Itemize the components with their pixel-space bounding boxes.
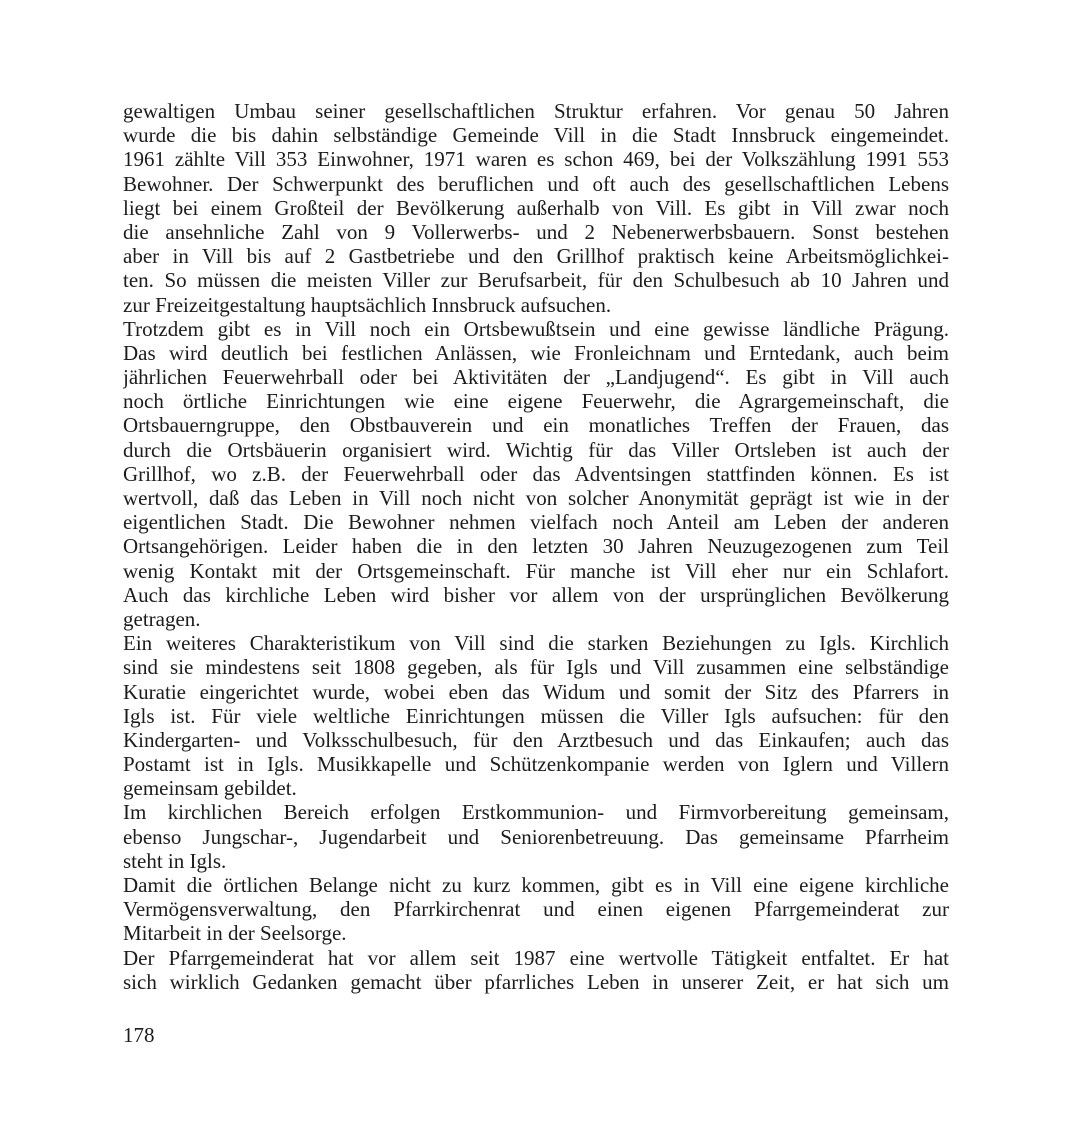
text-line: sind sie mindestens seit 1808 gegeben, als für Igls und Vill zusammen eine selbständige	[123, 655, 949, 680]
paragraph	[123, 946, 949, 994]
text-line: Ortsbauerngruppe, den Obstbauverein und ein monatliches Treffen der Frauen, das	[123, 413, 949, 438]
text-line: eigentlichen Stadt. Die Bewohner nehmen vielfach noch Anteil am Leben der anderen	[123, 510, 949, 535]
text-line: die ansehnliche Zahl von 9 Vollerwerbs- und 2 Nebenerwerbsbauern. Sonst bestehen	[123, 219, 949, 244]
text-line: ten. So müssen die meisten Viller zur Berufsarbeit, für den Schulbesuch ab 10 Jahren und	[123, 268, 949, 293]
text-line: 1961 zählte Vill 353 Einwohner, 1971 waren es schon 469, bei der Volkszählung 1991 553	[123, 147, 949, 172]
text-line: Der Pfarrgemeinderat hat vor allem seit 1987 eine wertvolle Tätigkeit entfaltet. Er hat	[123, 945, 949, 970]
page-number: 178	[123, 1023, 155, 1047]
text-line: Mitarbeit in der Seelsorge.	[123, 921, 347, 946]
text-line: Grillhof, wo z.B. der Feuerwehrball oder das Adventsingen stattfinden können. Es ist	[123, 461, 949, 486]
text-line: sich wirklich Gedanken gemacht über pfarrliches Leben in unserer Zeit, er hat sich um	[123, 969, 949, 994]
text-line: wertvoll, daß das Leben in Vill noch nicht von solcher Anonymität geprägt ist wie in der	[123, 486, 949, 510]
text-line: zur Freizeitgestaltung hauptsächlich Innsbruck aufsuchen.	[123, 292, 612, 317]
text-line: Im kirchlichen Bereich erfolgen Erstkommunion- und Firmvorbereitung gemeinsam,	[123, 800, 949, 825]
body-text	[123, 99, 949, 994]
text-line: Ortsangehörigen. Leider haben die in den letzten 30 Jahren Neuzugezogenen zum Teil	[123, 534, 949, 559]
text-line: Igls ist. Für viele weltliche Einrichtungen müssen die Viller Igls aufsuchen: für den	[123, 703, 949, 728]
text-line: Das wird deutlich bei festlichen Anlässen, wie Fronleichnam und Erntedank, auch beim	[123, 340, 949, 365]
text-line: wenig Kontakt mit der Ortsgemeinschaft. Für manche ist Vill eher nur ein Schlafort.	[123, 558, 949, 583]
text-line: aber in Vill bis auf 2 Gastbetriebe und den Grillhof praktisch keine Arbeitsmöglichkei-	[123, 244, 949, 269]
paragraph	[123, 99, 949, 317]
text-line: jährlichen Feuerwehrball oder bei Aktivitäten der „Landjugend“. Es gibt in Vill auch	[123, 365, 949, 390]
text-line: Damit die örtlichen Belange nicht zu kurz kommen, gibt es in Vill eine eigene kirchliche	[123, 873, 949, 897]
text-line: Kuratie eingerichtet wurde, wobei eben das Widum und somit der Sitz des Pfarrers in	[123, 679, 949, 704]
paragraph	[123, 631, 949, 800]
text-line: Postamt ist in Igls. Musikkapelle und Schützenkompanie werden von Iglern und Villern	[123, 752, 949, 777]
text-line: wurde die bis dahin selbständige Gemeinde Vill in die Stadt Innsbruck eingemeindet.	[123, 123, 949, 148]
text-line: steht in Igls.	[123, 848, 227, 873]
text-line: Ein weiteres Charakteristikum von Vill sind die starken Beziehungen zu Igls. Kirchlich	[123, 631, 949, 656]
text-line: liegt bei einem Großteil der Bevölkerung außerhalb von Vill. Es gibt in Vill zwar noch	[123, 195, 949, 220]
text-line: noch örtliche Einrichtungen wie eine eigene Feuerwehr, die Agrargemeinschaft, die	[123, 389, 949, 414]
text-line: Auch das kirchliche Leben wird bisher vor allem von der ursprünglichen Bevölkerung	[123, 582, 949, 607]
text-line: getragen.	[123, 606, 201, 631]
paragraph	[123, 317, 949, 631]
text-line: Bewohner. Der Schwerpunkt des beruflichen und oft auch des gesellschaftlichen Lebens	[123, 171, 949, 196]
paragraph	[123, 873, 949, 946]
text-line: durch die Ortsbäuerin organisiert wird. Wichtig für das Viller Ortsleben ist auch der	[123, 437, 949, 462]
text-line: gemeinsam gebildet.	[123, 776, 297, 801]
paragraph	[123, 800, 949, 873]
text-line: Trotzdem gibt es in Vill noch ein Ortsbewußtsein und eine gewisse ländliche Prägung.	[123, 316, 949, 341]
text-line: Vermögensverwaltung, den Pfarrkirchenrat und einen eigenen Pfarrgemeinderat zur	[123, 897, 949, 922]
text-line: ebenso Jungschar-, Jugendarbeit und Seniorenbetreuung. Das gemeinsame Pfarrheim	[123, 824, 949, 849]
text-line: Kindergarten- und Volksschulbesuch, für den Arztbesuch und das Einkaufen; auch das	[123, 727, 949, 752]
text-line: gewaltigen Umbau seiner gesellschaftlichen Struktur erfahren. Vor genau 50 Jahren	[123, 99, 949, 123]
